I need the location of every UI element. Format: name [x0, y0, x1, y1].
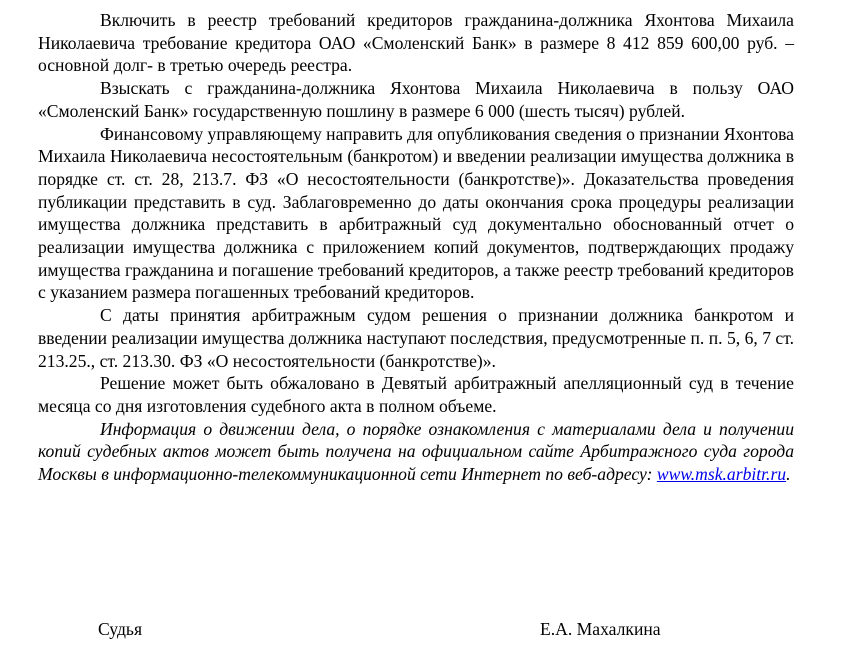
info-note [38, 418, 794, 486]
info-note-trailing: . [786, 464, 791, 485]
court-website-link[interactable]: www.msk.arbitr.ru [656, 464, 787, 485]
signature-name: Е.А. Махалкина [540, 619, 661, 639]
paragraph-appeal: Решение может быть обжаловано в Девятый арбитражный апелляционный суд в течение месяца со дня изготовления судебного акта в полном объеме. [38, 373, 794, 416]
paragraph-financial-manager: Финансовому управляющему направить для опубликования сведения о признании Яхонтова Михаила Николаевича несостоятельным (банкротом) и введении реализации имущества должника в порядке ст. ст. 28, 213.7. ФЗ «О несостоятельности (банкротстве)». Доказательства проведения публикации представить в суд. Заблаговременно до даты окончания срока процедуры реализации имущества должника представить в арбитражный суд документально обоснованный отчет о реализации имущества должника с приложением копий документов, подтверждающих продажу имущества гражданина и погашение требований кредиторов, а также реестр требований кредиторов с указанием размера погашенных требований кредиторов. [38, 123, 794, 303]
paragraph-include-claim: Включить в реестр требований кредиторов гражданина-должника Яхонтова Михаила Николаевича требование кредитора ОАО «Смоленский Банк» в размере 8 412 859 600,00 руб. – основной долг- в третью очередь реестра. [38, 10, 794, 76]
paragraph-state-fee: Взыскать с гражданина-должника Яхонтова Михаила Николаевича в пользу ОАО «Смоленский Банк» государственную пошлину в размере 6 000 (шесть тысяч) рублей. [38, 78, 794, 121]
signature-role: Судья [98, 619, 143, 639]
document-body [38, 9, 794, 486]
paragraph-consequences: С даты принятия арбитражным судом решения о признании должника банкротом и введении реализации имущества должника наступают последствия, предусмотренные п. п. 5, 6, 7 ст. 213.25., ст. 213.30. ФЗ «О несостоятельности (банкротстве)». [38, 305, 794, 371]
info-note-text: Информация о движении дела, о порядке ознакомления с материалами дела и получении копий судебных актов может быть получена на официальном сайте Арбитражного суда города Москвы в информационно-телекоммуникационной сети Интернет по веб-адресу: [38, 418, 794, 485]
